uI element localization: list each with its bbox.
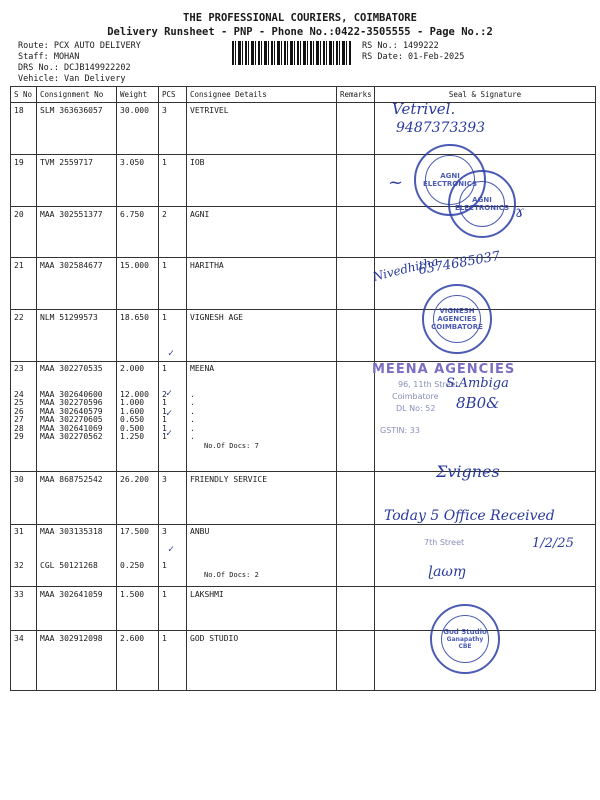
weight-cell: 2.000 12.000 1.000 1.600 0.650 0.500 1.250	[117, 362, 159, 472]
consignment-cell: TVM 2559717	[37, 155, 117, 207]
consignment-cell: MAA 302641059	[37, 587, 117, 631]
sno-cell: 23 24 25 26 27 28 29	[11, 362, 37, 472]
rs-number: RS No.: 1499222	[362, 41, 439, 51]
meena-stamp-address: 96, 11th Street	[398, 380, 459, 389]
weight-cell: 18.650	[117, 310, 159, 362]
signature-lakshmi: ɭaωɱ	[428, 564, 467, 580]
consignment-cell: MAA 302270535 MAA 302640600 MAA 302270596 MAA 302640579 MAA 302270605 MAA 302641069 MAA 302270562	[37, 362, 117, 472]
consignment-cell: NLM 51299573	[37, 310, 117, 362]
weight-cell: 26.200	[117, 472, 159, 525]
remarks-cell	[337, 103, 375, 155]
god-studio-stamp: God Studio Ganapathy CBE	[430, 604, 500, 674]
pcs-cell: 3	[159, 103, 187, 155]
column-header: Consignee Details	[187, 87, 337, 103]
remarks-cell	[337, 587, 375, 631]
runsheet-title: THE PROFESSIONAL COURIERS, COIMBATORE	[183, 12, 417, 24]
column-header: Seal & Signature	[375, 87, 596, 103]
docs-count-note: No.Of Docs: 2	[204, 570, 259, 579]
consignment-cell: MAA 868752542	[37, 472, 117, 525]
remarks-cell	[337, 631, 375, 691]
meena-stamp-gst: GSTIN: 33	[380, 426, 420, 435]
consignee-cell: FRIENDLY SERVICE	[187, 472, 337, 525]
weight-cell: 30.000	[117, 103, 159, 155]
pcs-cell: 1	[159, 587, 187, 631]
remarks-cell	[337, 472, 375, 525]
vignesh-agencies-stamp: VIGNESH AGENCIES COIMBATORE	[422, 284, 492, 354]
weight-cell: 2.600	[117, 631, 159, 691]
table-row	[11, 310, 596, 362]
signature-agni: ɤ	[515, 202, 525, 221]
tick-mark: ✓	[168, 544, 175, 555]
tick-mark: ✓	[166, 428, 173, 439]
signature-iob: ~	[388, 172, 404, 193]
tick-mark: ✓	[166, 388, 173, 399]
table-row	[11, 631, 596, 691]
consignee-cell: HARITHA	[187, 258, 337, 310]
consignment-cell: MAA 302912098	[37, 631, 117, 691]
agni-stamp-1: AGNI ELECTRONICS	[414, 144, 486, 216]
agni-stamp-2: AGNI ELECTRONICS	[448, 170, 516, 238]
consignee-cell: AGNI	[187, 207, 337, 258]
signature-haritha: Nivedhitha	[371, 254, 440, 284]
consignment-cell: MAA 303135318 CGL 50121268	[37, 525, 117, 587]
sno-cell: 34	[11, 631, 37, 691]
tick-mark: ✓	[166, 408, 173, 419]
remarks-cell	[337, 155, 375, 207]
signature-anbu-date: 1/2/25	[532, 536, 574, 551]
sno-cell: 18	[11, 103, 37, 155]
route: Route: PCX AUTO DELIVERY	[18, 41, 141, 51]
meena-stamp-city: Coimbatore	[392, 392, 439, 401]
docs-count-note: No.Of Docs: 7	[204, 441, 259, 450]
runsheet-subtitle: Delivery Runsheet - PNP - Phone No.:0422-3505555 - Page No.:2	[107, 26, 493, 38]
pcs-cell: 2	[159, 207, 187, 258]
remarks-cell	[337, 207, 375, 258]
pcs-cell: 1 2 1 1 1 1 1	[159, 362, 187, 472]
consignee-cell: IOB	[187, 155, 337, 207]
sno-cell: 31 32	[11, 525, 37, 587]
remarks-cell	[337, 258, 375, 310]
consignee-cell: ANBU No.Of Docs: 2	[187, 525, 337, 587]
consignment-cell: MAA 302551377	[37, 207, 117, 258]
remarks-cell	[337, 310, 375, 362]
drs-number: DRS No.: DCJB149922202	[18, 63, 131, 73]
phone-vetrivel: 9487373393	[396, 120, 486, 136]
column-header: PCS	[159, 87, 187, 103]
signature-meena-code: 8B0&	[456, 394, 500, 412]
sno-cell: 19	[11, 155, 37, 207]
consignment-cell: MAA 302584677	[37, 258, 117, 310]
weight-cell: 3.050	[117, 155, 159, 207]
tick-mark: ✓	[168, 348, 175, 359]
staff: Staff: MOHAN	[18, 52, 80, 62]
column-header: S No	[11, 87, 37, 103]
column-header: Consignment No	[37, 87, 117, 103]
column-header: Remarks	[337, 87, 375, 103]
signature-friendly-service: Ʃvignes	[436, 462, 500, 481]
consignee-cell: MEENA . . . . . . No.Of Docs: 7	[187, 362, 337, 472]
consignee-cell: GOD STUDIO	[187, 631, 337, 691]
phone-haritha: 6374685037	[417, 248, 502, 279]
vehicle: Vehicle: Van Delivery	[18, 74, 126, 84]
remarks-cell	[337, 525, 375, 587]
sno-cell: 22	[11, 310, 37, 362]
table-header	[11, 87, 596, 103]
weight-cell: 1.500	[117, 587, 159, 631]
pcs-cell: 1	[159, 310, 187, 362]
sno-cell: 33	[11, 587, 37, 631]
barcode	[232, 41, 352, 65]
column-header: Weight	[117, 87, 159, 103]
table-row	[11, 103, 596, 155]
remarks-cell	[337, 362, 375, 472]
weight-cell: 15.000	[117, 258, 159, 310]
weight-cell: 6.750	[117, 207, 159, 258]
signature-anbu: Today 5 Office Received	[384, 508, 555, 524]
signature-vetrivel: Vetrivel.	[392, 100, 456, 118]
table-row-group-anbu	[11, 525, 596, 587]
pcs-cell: 3 1	[159, 525, 187, 587]
signature-meena: S.Ambiga	[446, 376, 509, 391]
consignee-cell: VIGNESH AGE	[187, 310, 337, 362]
signature-cell	[375, 525, 596, 587]
meena-agencies-stamp: MEENA AGENCIES	[372, 362, 516, 377]
consignment-cell: SLM 363636057	[37, 103, 117, 155]
sno-cell: 21	[11, 258, 37, 310]
pcs-cell: 1	[159, 258, 187, 310]
consignee-cell: LAKSHMI	[187, 587, 337, 631]
anbu-stamp-address: 7th Street	[424, 538, 465, 547]
pcs-cell: 1	[159, 631, 187, 691]
table-row	[11, 587, 596, 631]
meena-stamp-dl: DL No: 52	[396, 404, 436, 413]
pcs-cell: 3	[159, 472, 187, 525]
consignee-cell: VETRIVEL	[187, 103, 337, 155]
pcs-cell: 1	[159, 155, 187, 207]
rs-date: RS Date: 01-Feb-2025	[362, 52, 465, 62]
table-row	[11, 258, 596, 310]
sno-cell: 30	[11, 472, 37, 525]
sno-cell: 20	[11, 207, 37, 258]
weight-cell: 17.500 0.250	[117, 525, 159, 587]
